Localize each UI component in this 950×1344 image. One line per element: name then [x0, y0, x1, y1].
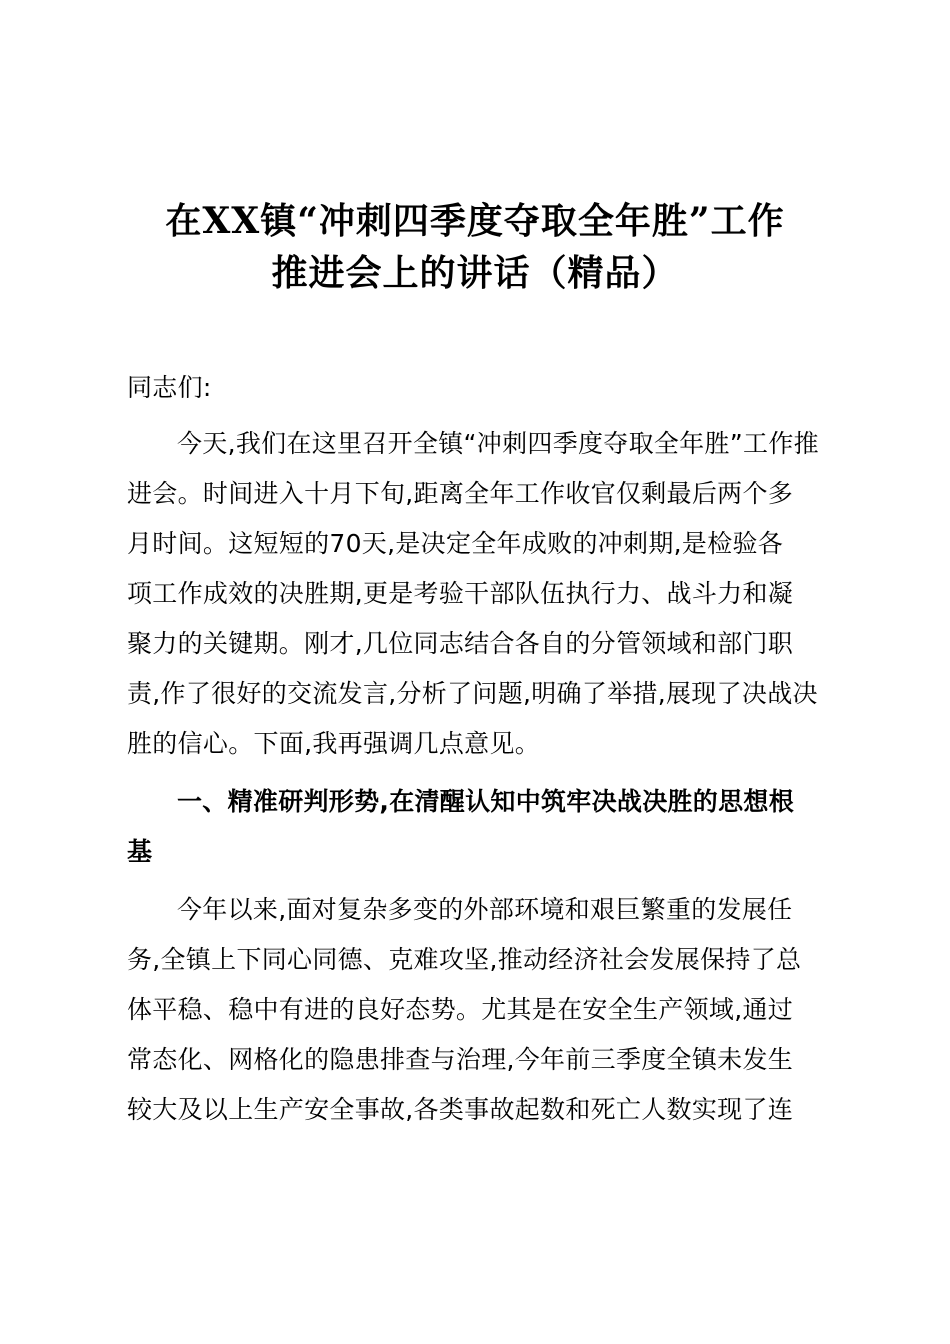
paragraph-1-line: 月时间。这短短的70天,是决定全年成败的冲刺期,是检验各	[127, 529, 784, 558]
paragraph-2-line: 较大及以上生产安全事故,各类事故起数和死亡人数实现了连	[127, 1095, 794, 1124]
paragraph-2-line: 体平稳、稳中有进的良好态势。尤其是在安全生产领域,通过	[127, 995, 794, 1024]
paragraph-2-line: 常态化、网格化的隐患排查与治理,今年前三季度全镇未发生	[127, 1045, 794, 1074]
paragraph-1-line: 项工作成效的决胜期,更是考验干部队伍执行力、战斗力和凝	[127, 579, 794, 608]
document-title-line-1: 在XX镇“冲刺四季度夺取全年胜”工作	[165, 200, 785, 242]
section-heading-1-line: 一、精准研判形势,在清醒认知中筑牢决战决胜的思想根	[177, 787, 794, 816]
paragraph-1-line: 今天,我们在这里召开全镇“冲刺四季度夺取全年胜”工作推	[177, 429, 819, 458]
paragraph-1-line: 聚力的关键期。刚才,几位同志结合各自的分管领域和部门职	[127, 629, 794, 658]
salutation: 同志们:	[127, 373, 212, 402]
section-heading-1-line: 基	[127, 837, 153, 866]
paragraph-2-line: 今年以来,面对复杂多变的外部环境和艰巨繁重的发展任	[177, 895, 793, 924]
paragraph-1-line: 胜的信心。下面,我再强调几点意见。	[127, 729, 541, 758]
document-title-line-2: 推进会上的讲话（精品）	[271, 252, 679, 294]
paragraph-1-line: 责,作了很好的交流发言,分析了问题,明确了举措,展现了决战决	[127, 679, 818, 708]
paragraph-2-line: 务,全镇上下同心同德、克难攻坚,推动经济社会发展保持了总	[127, 945, 802, 974]
paragraph-1-line: 进会。时间进入十月下旬,距离全年工作收官仅剩最后两个多	[127, 479, 794, 508]
